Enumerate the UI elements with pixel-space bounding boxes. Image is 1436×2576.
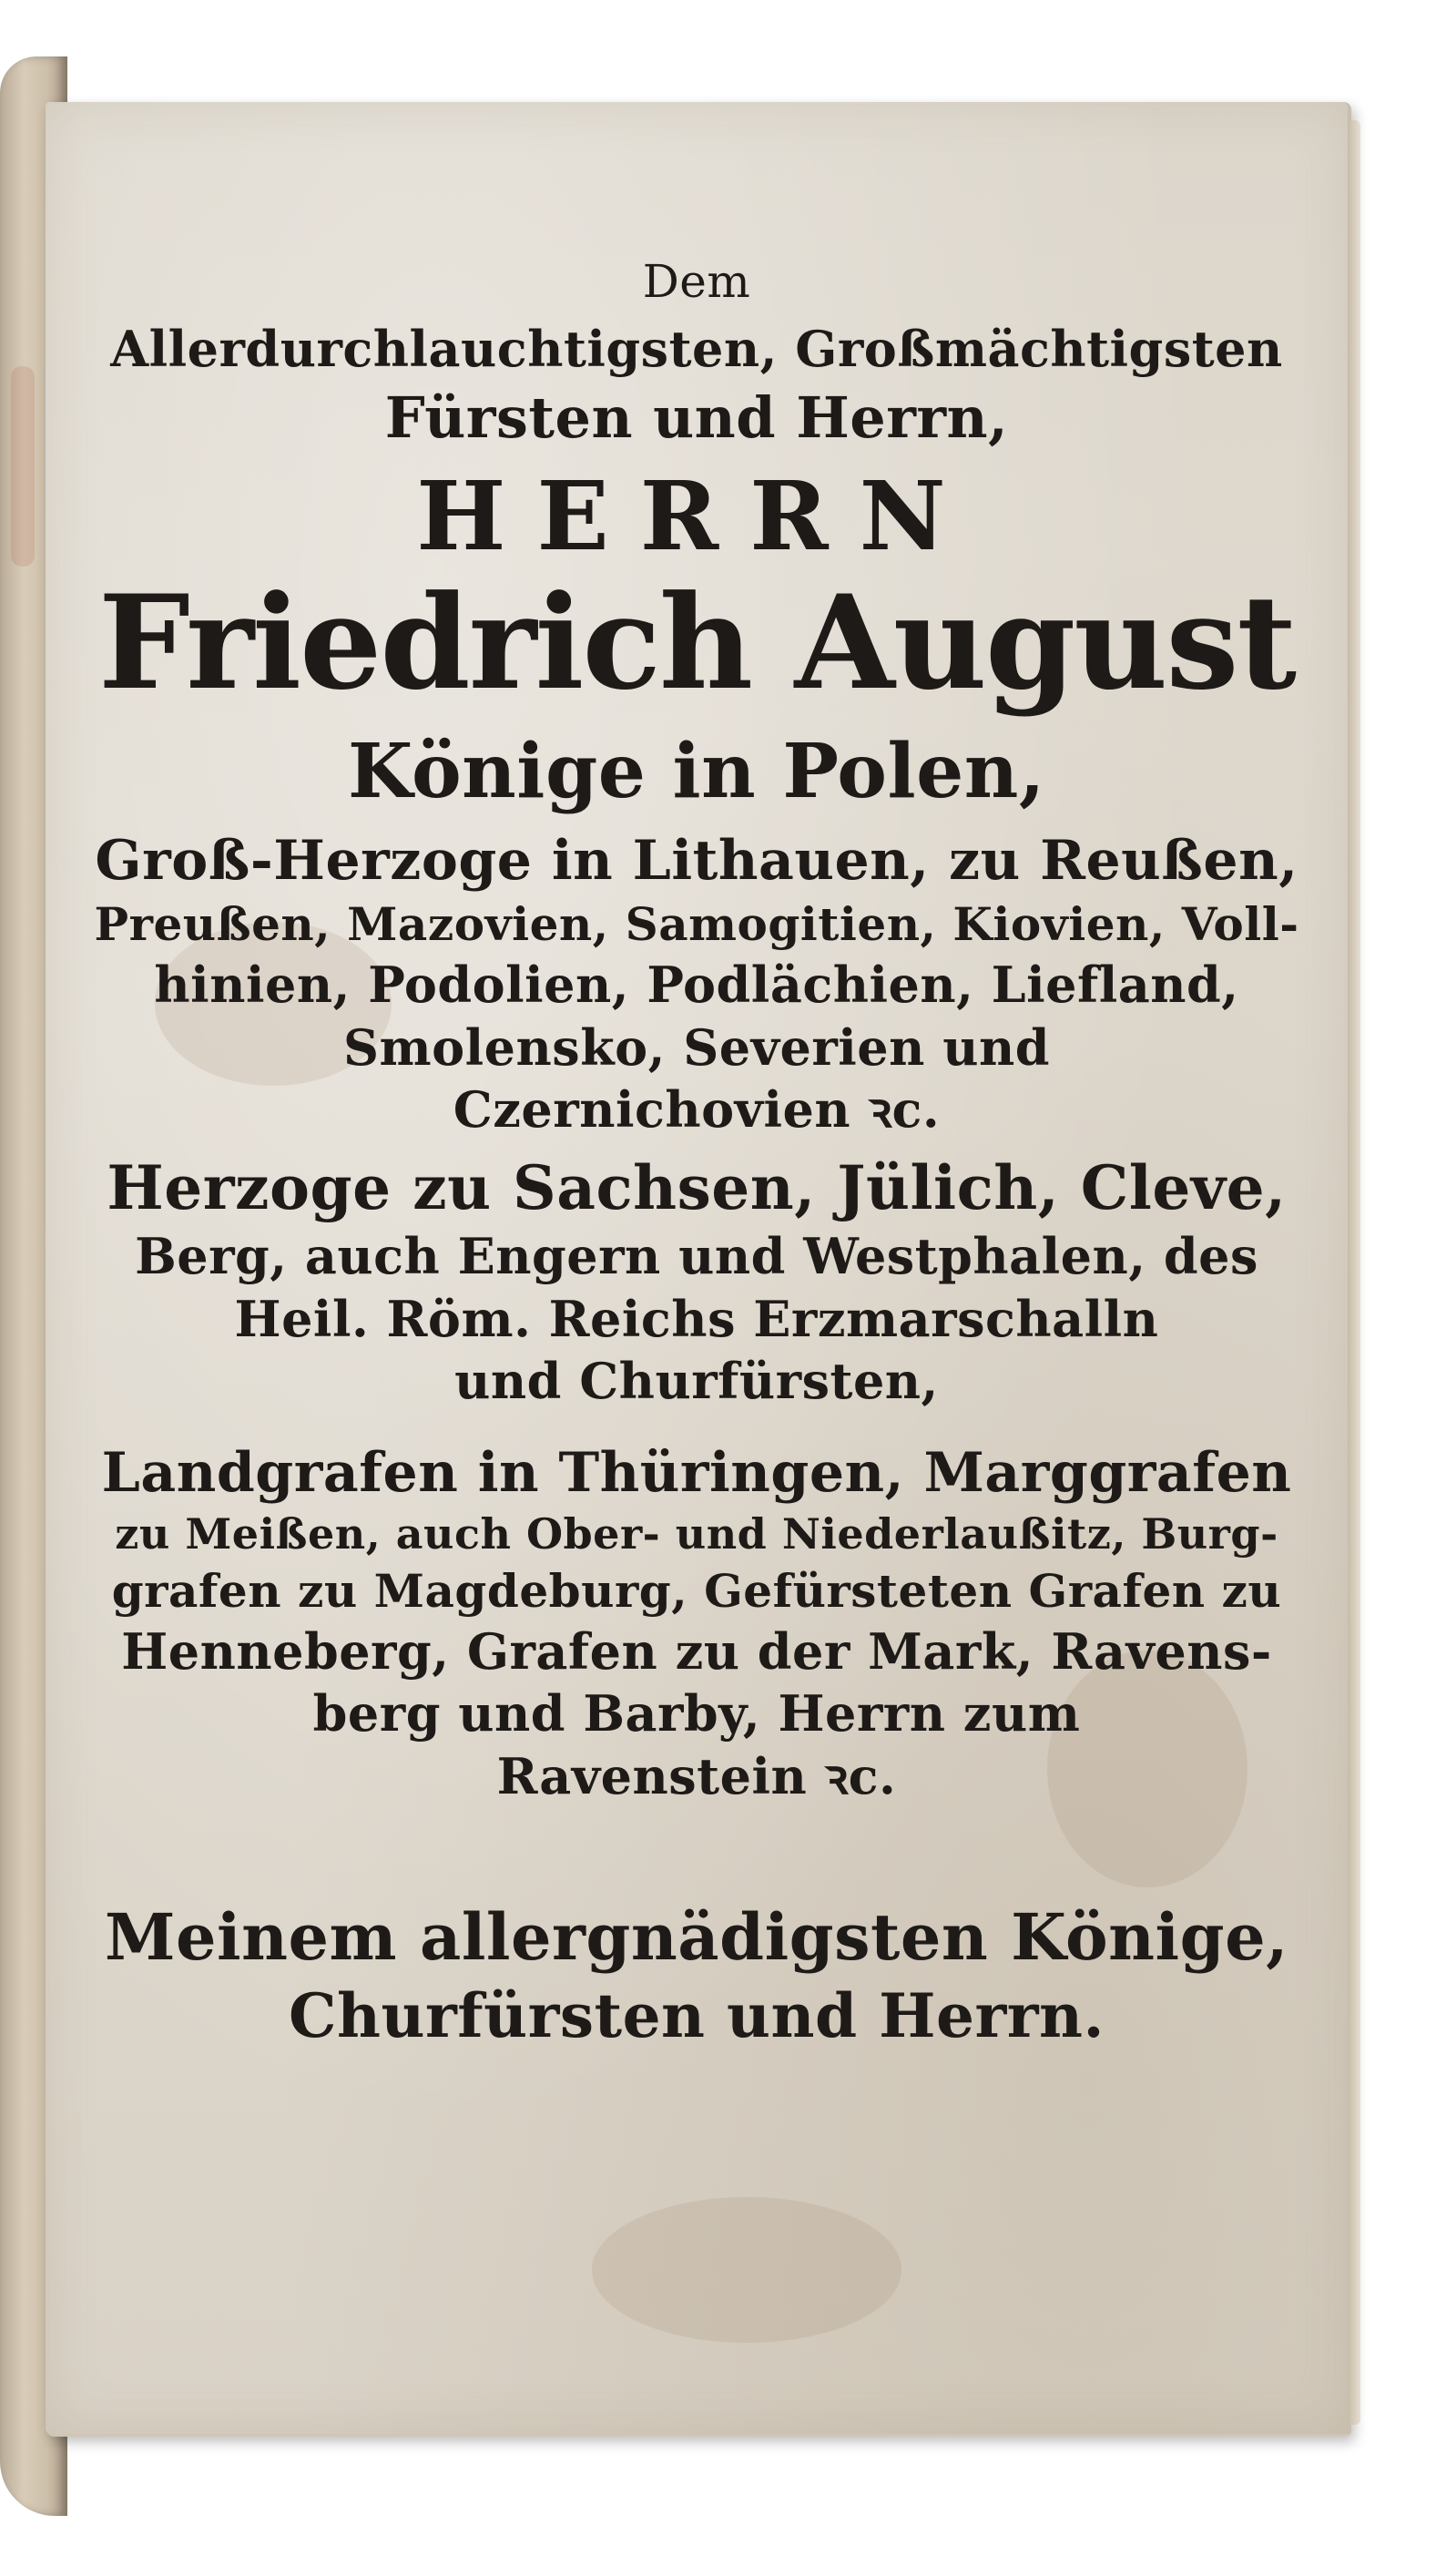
line-chur-1: und Churfürsten, [454, 1352, 939, 1411]
line-name: Friedrich August [97, 567, 1296, 719]
line-land-1: Landgrafen in Thüringen, Marggrafen [101, 1441, 1292, 1506]
line-heil: Heil. Röm. Reichs Erzmarschalln [234, 1289, 1159, 1348]
line-dem: Dem [642, 255, 751, 308]
line-koenige: Könige in Polen, [348, 727, 1045, 815]
line-fuersten: Fürsten und Herrn, [384, 384, 1009, 452]
leaf-stain [11, 366, 35, 567]
line-aller: Allerdurchlauchtigsten, Großmächtigsten [110, 320, 1283, 378]
line-lands-2: hinien, Podolien, Podlächien, Liefland, [154, 956, 1239, 1015]
line-herzoge: Herzoge zu Sachsen, Jülich, Cleve, [107, 1152, 1287, 1224]
line-meinem: Meinem allergnädigsten Könige, [105, 1898, 1288, 1975]
line-land-3: grafen zu Magdeburg, Gefürsteten Grafen zu [111, 1563, 1282, 1618]
dedication-text [46, 257, 1348, 2059]
book-page [46, 102, 1351, 2437]
line-land-2: zu Meißen, auch Ober- und Niederlaußitz, Burg- [115, 1509, 1278, 1559]
line-land-5: berg und Barby, Herrn zum [312, 1684, 1081, 1743]
line-herrn: HERRN [416, 460, 977, 573]
line-lands-4: Czernichovien ꝛc. [453, 1079, 941, 1139]
line-lands-1: Preußen, Mazovien, Samogitien, Kiovien, Voll- [94, 897, 1299, 952]
line-chur-2: Churfürsten und Herrn. [289, 1980, 1105, 2052]
line-gross: Groß-Herzoge in Lithauen, zu Reußen, [95, 829, 1299, 894]
line-land-6: Ravenstein ꝛc. [496, 1746, 897, 1805]
page-edge [1348, 120, 1360, 2425]
paper-stain [592, 2197, 901, 2343]
line-lands-3: Smolensko, Severien und [343, 1017, 1050, 1077]
line-berg: Berg, auch Engern und Westphalen, des [135, 1227, 1258, 1286]
line-land-4: Henneberg, Grafen zu der Mark, Ravens- [121, 1621, 1272, 1681]
